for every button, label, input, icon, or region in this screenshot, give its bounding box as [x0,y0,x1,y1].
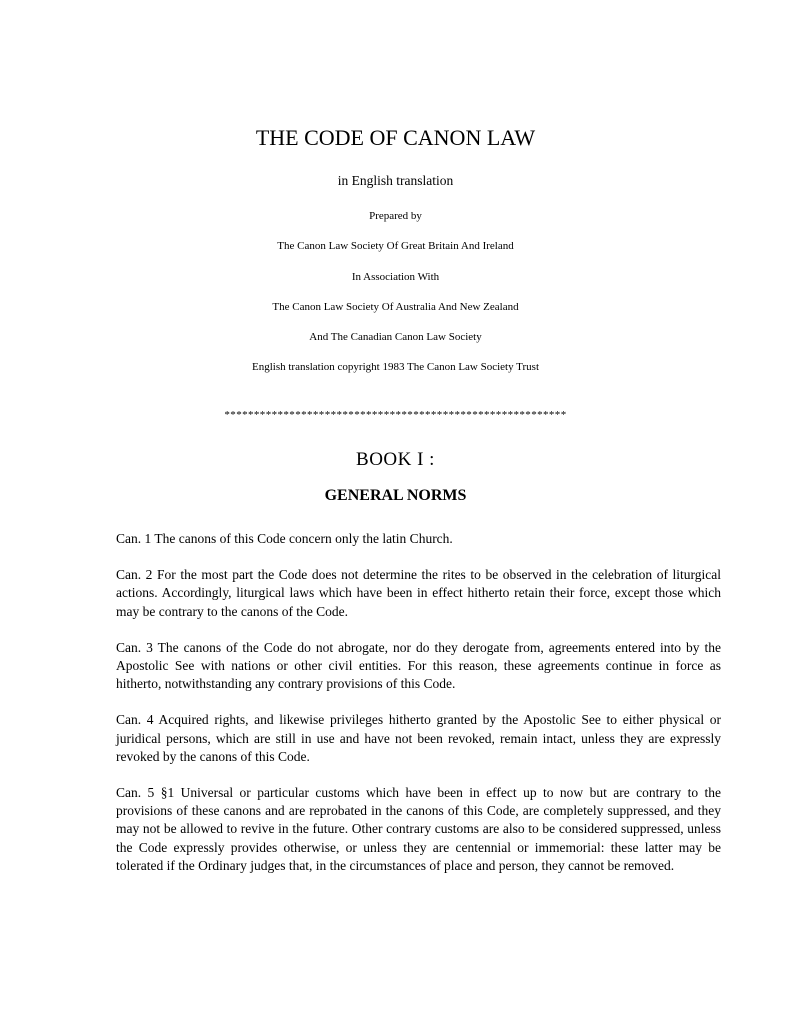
credit-copyright: English translation copyright 1983 The Canon Law Society Trust [252,361,539,373]
canon-list [116,530,721,893]
canon-2: Can. 2 For the most part the Code does not determine the rites to be observed in the celebration of liturgical actions. Accordingly, liturgical laws which have been in effect hitherto retain their force, except those which may be contrary to the canons of the Code. [116,567,721,619]
credit-association: In Association With [351,271,440,283]
document-title: THE CODE OF CANON LAW [255,125,536,150]
canon-5: Can. 5 §1 Universal or particular customs which have been in effect up to now but are contrary to the provisions of these canons and are reprobated in the canons of this Code, are completely suppressed, and they may not be allowed to revive in the future. Other contrary customs are also to be considered suppressed, unless the Code expressly provides otherwise, or unless they are centennial or immemorial: these latter may be tolerated if the Ordinary judges that, in the circumstances of place and person, they cannot be removed. [116,785,721,873]
credit-society-australia: The Canon Law Society Of Australia And New Zealand [272,301,519,313]
separator-line: ********************************************************** [224,409,567,421]
credit-society-great-britain: The Canon Law Society Of Great Britain And Ireland [277,240,514,252]
credit-prepared-by: Prepared by [369,210,422,222]
credit-canadian-society: And The Canadian Canon Law Society [309,331,482,343]
canon-3: Can. 3 The canons of the Code do not abrogate, nor do they derogate from, agreements entered into by the Apostolic See with nations or other civil entities. For this reason, these agreements continue in force as hitherto, notwithstanding any contrary provisions of this Code. [116,639,721,692]
book-heading: BOOK I : [356,449,435,470]
document-subtitle: in English translation [337,173,454,188]
canon-1: Can. 1 The canons of this Code concern only the latin Church. [116,531,453,546]
section-heading: GENERAL NORMS [324,487,467,504]
canon-4: Can. 4 Acquired rights, and likewise privileges hitherto granted by the Apostolic See to either physical or juridical persons, which are still in use and have not been revoked, remain intact, unless they are expressly revoked by the canons of this Code. [116,712,721,764]
